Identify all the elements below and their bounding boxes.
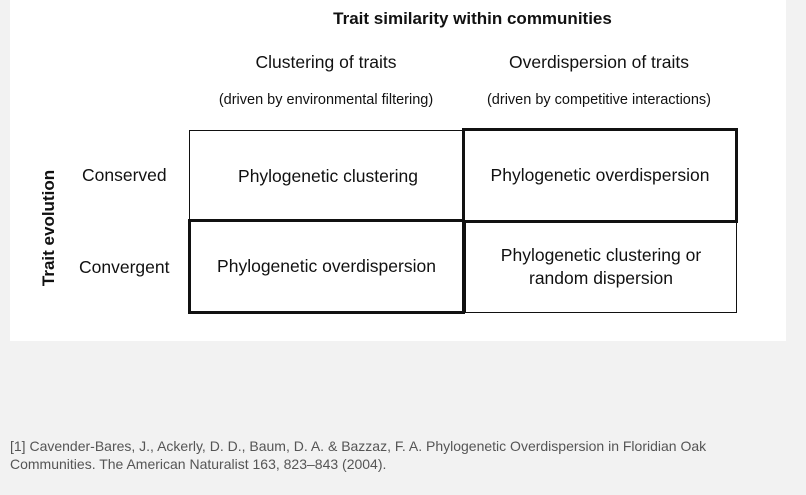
citation-text: [1] Cavender-Bares, J., Ackerly, D. D., Baum, D. A. & Bazzaz, F. A. Phylogenetic Overdispersion in Floridian Oak Communities. The American Naturalist 163, 823–843 (2004).	[10, 438, 707, 473]
cell-conserved-clustering	[189, 130, 467, 222]
cell-conserved-overdispersion	[462, 128, 738, 223]
cell-conserved-overdispersion-text: Phylogenetic overdispersion	[490, 165, 710, 186]
cell-convergent-overdispersion-text	[501, 244, 701, 290]
row-label-convergent: Convergent	[79, 257, 170, 277]
cell-convergent-overdispersion-line1: Phylogenetic clustering or	[500, 244, 702, 265]
diagram-title: Trait similarity within communities	[333, 9, 612, 28]
cell-convergent-overdispersion	[465, 220, 737, 313]
column-heading-clustering: Clustering of traits	[255, 52, 397, 72]
cell-convergent-overdispersion-line2: random dispersion	[529, 267, 673, 288]
row-axis-label: Trait evolution	[39, 169, 58, 287]
cell-convergent-clustering-text: Phylogenetic overdispersion	[217, 256, 436, 277]
column-heading-overdispersion: Overdispersion of traits	[509, 52, 689, 72]
row-label-conserved: Conserved	[82, 165, 167, 185]
cell-conserved-clustering-text: Phylogenetic clustering	[238, 165, 418, 186]
trait-matrix-figure	[10, 0, 786, 341]
column-subheading-overdispersion: (driven by competitive interactions)	[486, 92, 712, 108]
column-subheading-clustering: (driven by environmental filtering)	[218, 92, 434, 108]
cell-convergent-clustering	[188, 219, 465, 314]
